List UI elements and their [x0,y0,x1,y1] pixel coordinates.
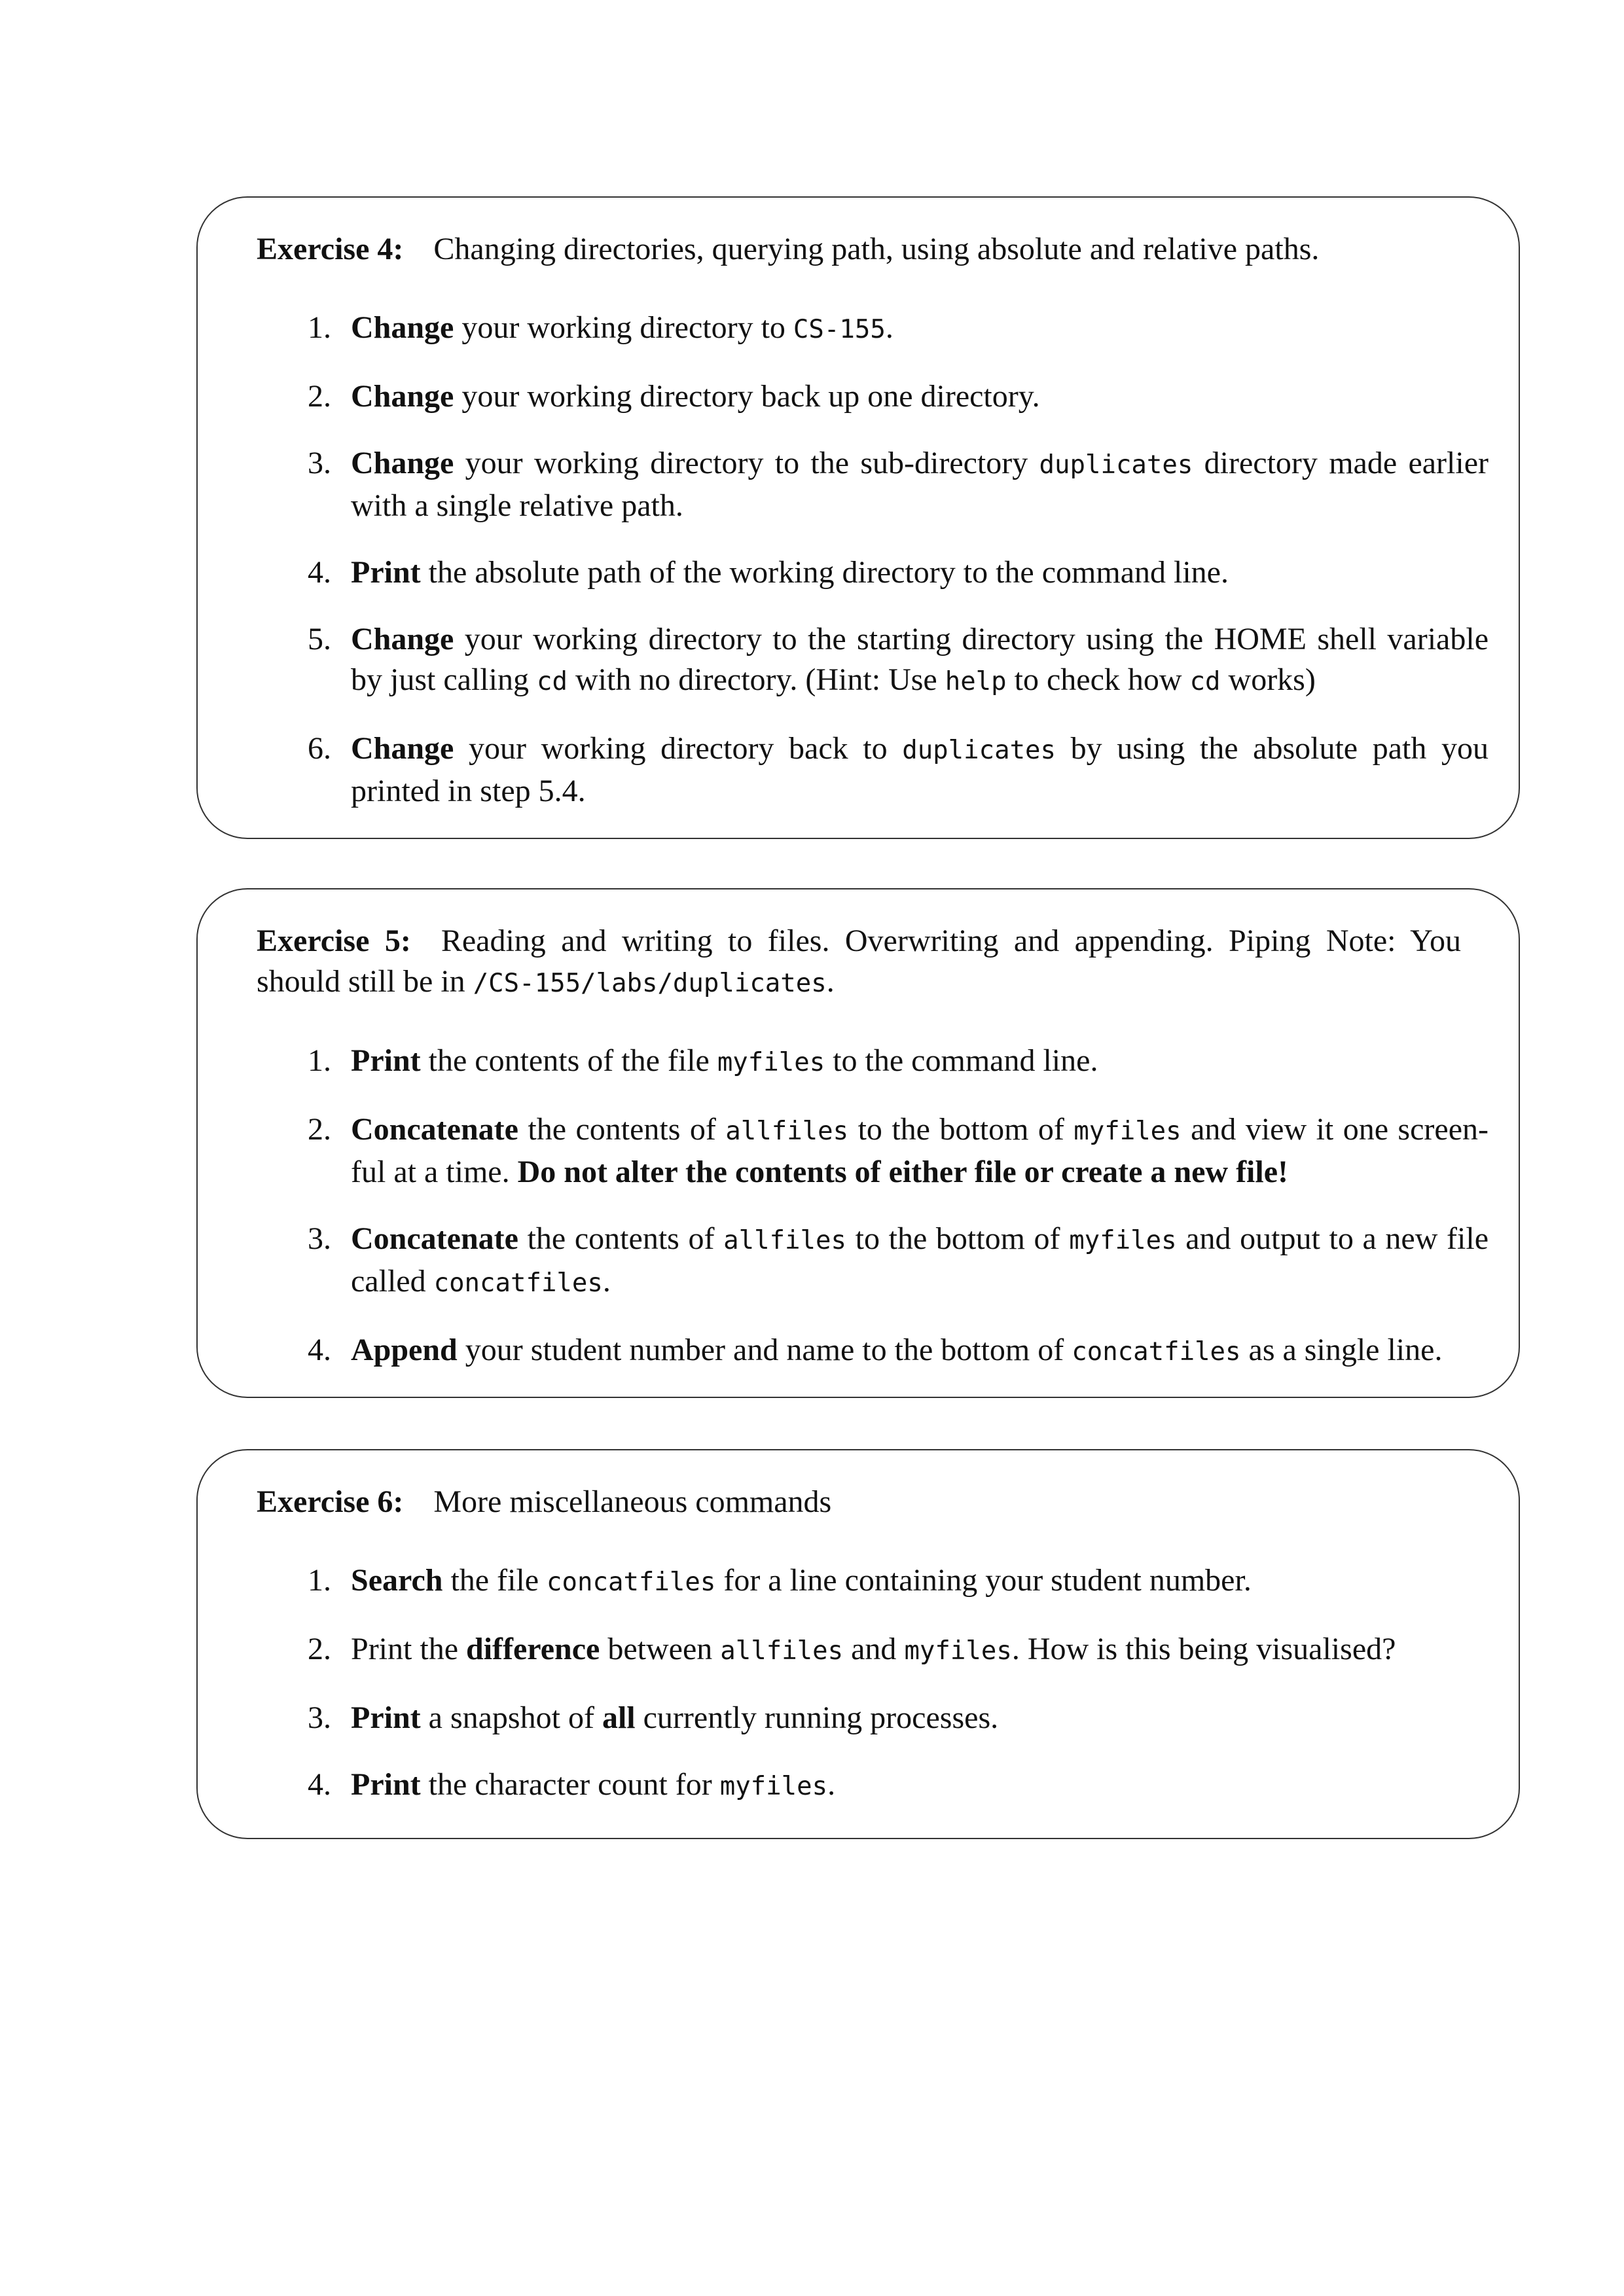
list-item [198,376,1521,417]
list-item [198,1109,1521,1193]
code-text: concatfiles [547,1568,716,1597]
item-text: works) [1220,662,1316,697]
item-number: 6. [308,731,331,766]
list-item [198,1765,1521,1807]
item-number: 4. [308,1333,331,1367]
code-text: cd [1189,667,1221,696]
item-text: the contents of the file [420,1043,717,1078]
list-item [198,619,1521,702]
item-verb: Change [351,731,454,766]
exercise-6-list [198,1560,1521,1807]
item-text: your working directory to [454,310,793,345]
item-verb: Append [351,1333,458,1367]
item-text: your working directory to the starting directory using the HOME shell variable by just calling [351,622,1489,697]
code-text: myfiles [1069,1226,1177,1255]
item-number: 2. [308,1632,331,1666]
code-text: myfiles [904,1636,1012,1666]
item-text: . [827,1767,836,1802]
item-text: . [602,1264,611,1299]
item-verb: Print [351,1700,421,1735]
item-verb: Print [351,555,421,590]
code-text: cd [536,667,568,696]
exercise-6-heading [257,1482,1461,1522]
item-text: the absolute path of the working directory to the command line. [420,555,1229,590]
item-text: the file [442,1563,547,1598]
item-text: and [843,1632,905,1666]
item-number: 3. [308,1221,331,1256]
exercise-5-heading [257,921,1461,1004]
item-verb: Concatenate [351,1112,518,1147]
item-text: and output to a new file called [351,1221,1489,1299]
item-text: to the bottom of [846,1221,1070,1256]
exercise-label: Exercise 4: [257,232,404,266]
item-text: directory made earlier with a single relative path. [351,446,1489,523]
list-item [198,1560,1521,1603]
list-item [198,1698,1521,1738]
exercise-5-list [198,1041,1521,1372]
warning-text: Do not alter the contents of either file or create a new file! [517,1155,1289,1189]
code-text: help [945,667,1007,696]
list-item [198,552,1521,593]
exercise-4-heading [257,229,1461,270]
item-text: your working directory back to [454,731,903,766]
code-text: myfiles [717,1048,825,1077]
exercise-6-box [196,1449,1520,1839]
list-item [198,1629,1521,1672]
item-text: to the bottom of [848,1112,1074,1147]
item-text: a snapshot of [420,1700,602,1735]
exercise-intro: More miscellaneous commands [433,1484,832,1519]
exercise-intro: Changing directories, querying path, using absolute and relative paths. [433,232,1320,266]
item-verb: Change [351,446,454,480]
exercise-4-list [198,308,1521,812]
list-item [198,728,1521,812]
code-text: CS-155 [793,315,886,344]
item-text: your working directory to the sub-directory [454,446,1039,480]
item-number: 1. [308,1043,331,1078]
item-text: and view it one screen-ful at a time. [351,1112,1489,1189]
exercise-5-box [196,888,1520,1398]
item-text: the contents of [518,1112,726,1147]
item-verb: Change [351,622,454,656]
item-number: 1. [308,310,331,345]
code-text: duplicates [1039,450,1193,480]
code-text: duplicates [902,736,1056,765]
item-text: to check how [1006,662,1190,697]
item-text: your student number and name to the bottom of [457,1333,1072,1367]
item-number: 1. [308,1563,331,1598]
exercise-label: Exercise 6: [257,1484,404,1519]
item-text: currently running processes. [635,1700,999,1735]
code-text: allfiles [725,1117,849,1146]
item-text: to the command line. [825,1043,1098,1078]
item-number: 2. [308,379,331,414]
item-text: as a single line. [1240,1333,1443,1367]
item-verb: Print [351,1767,421,1802]
item-number: 4. [308,555,331,590]
code-text: concatfiles [1072,1337,1241,1367]
list-item [198,308,1521,350]
item-text: your working directory back up one directory. [454,379,1040,414]
emphasis-text: all [602,1700,636,1735]
item-verb: Concatenate [351,1221,518,1256]
exercise-intro-end: . [826,964,835,999]
item-verb: Search [351,1563,443,1598]
item-text: with no directory. (Hint: Use [567,662,945,697]
item-text: the character count for [420,1767,720,1802]
item-number: 2. [308,1112,331,1147]
item-number: 4. [308,1767,331,1802]
item-number: 5. [308,622,331,656]
item-number: 3. [308,446,331,480]
item-verb: Change [351,379,454,414]
exercise-label: Exercise 5: [257,924,411,958]
exercise-4-box [196,196,1520,839]
code-text: concatfiles [433,1268,603,1298]
exercise-intro: Reading and writing to files. Overwriting and appending. Piping Note: You should still be in [257,924,1462,999]
list-item [198,1330,1521,1372]
list-item [198,1041,1521,1083]
code-text: myfiles [719,1772,828,1801]
item-text: . How is this being visualised? [1011,1632,1396,1666]
list-item [198,1219,1521,1304]
item-text: . [885,310,893,345]
code-text: allfiles [720,1636,844,1666]
item-text: by using the absolute path you printed in step 5.4. [351,731,1489,808]
item-text: the contents of [518,1221,724,1256]
code-text: /CS-155/labs/duplicates [473,969,827,998]
list-item [198,443,1521,526]
item-text: for a line containing your student number. [715,1563,1252,1598]
code-text: myfiles [1074,1117,1182,1146]
item-verb: Print [351,1043,421,1078]
item-text: between [600,1632,721,1666]
item-verb: Change [351,310,454,345]
code-text: allfiles [723,1226,846,1255]
item-verb: difference [466,1632,600,1666]
item-number: 3. [308,1700,331,1735]
item-text: Print the [351,1632,466,1666]
